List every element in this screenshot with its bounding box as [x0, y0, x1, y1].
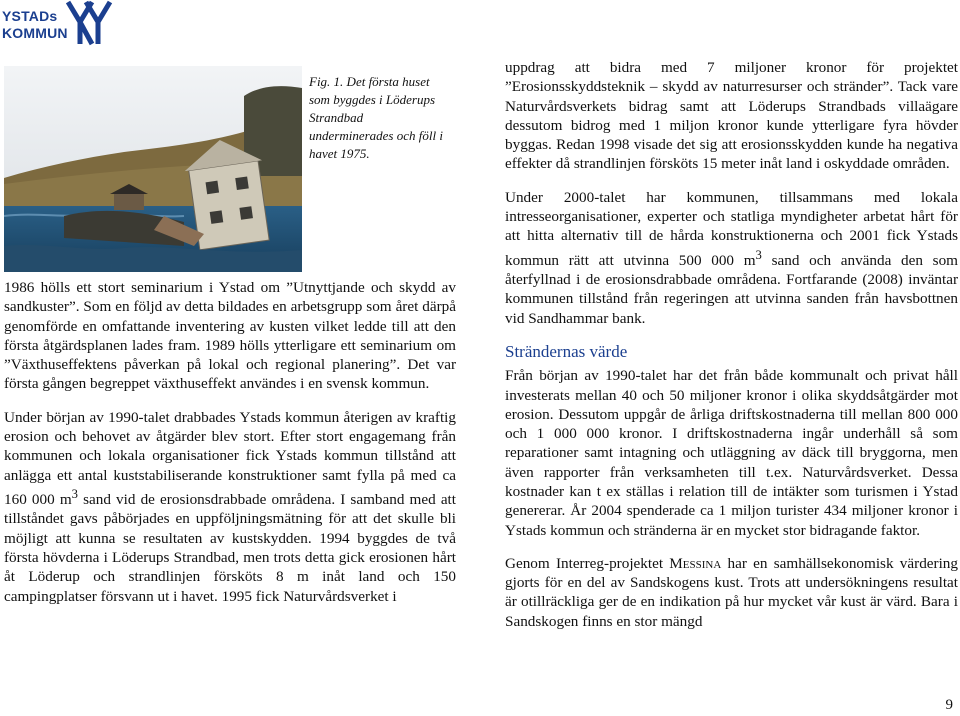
ystad-kommun-logo [2, 0, 114, 48]
left-column [4, 278, 456, 620]
logo-line-2: KOMMUN [2, 25, 68, 41]
paragraph: uppdrag att bidra med 7 miljoner kronor för projektet ”Erosionsskyddsteknik – skydd av naturresurser och stränder”. Tack vare Naturvårdsverkets bidrag samt att Löderups Strandbads villaägare dessutom bidrog med 1 miljon kronor kunde ytterligare fyra hövder byggas. Redan 1998 visade det sig att erosionsskydden kunde ha negativa effekter då strandlinjen försköts 15 meter inåt land i oskyddade områden. [505, 59, 958, 173]
paragraph: Under början av 1990-talet drabbades Ystads kommun återigen av kraftig erosion och behovet av åtgärder blev stort. Efter stort engagemang från kommunen och lokala organisationer fick Ystads kommun tillstånd att anlägga ett antal kuststabiliserande konstruktioner samt fylla på med ca 160 000 $m^3$ sand vid de erosionsdrabbade områdena. I samband med att tillståndet gavs påbörjades en uppföljningsmätning för att det skulle bli möjligt att kunna se resultaten av kustskydden. 1994 byggdes de två första hövderna i Löderups Strandbad, men trots detta gick erosionen hårt åt Löderup och strandlinjen försköts 8 m inåt land och 150 campingplatser försvann ut i havet. 1995 fick Naturvårdsverket i [4, 408, 456, 605]
logo-emblem-icon [66, 0, 114, 46]
page-number: 9 [945, 697, 953, 713]
paragraph: 1986 hölls ett stort seminarium i Ystad om ”Utnyttjande och skydd av sandkuster”. Som en följd av detta bildades en arbetsgrupp som året därpå genomförde en omfattande inventering av kusten vilket ledde till att den första åtgärdsplanen lades fram. 1989 hölls ytterligare ett seminarium om ”Växthuseffektens påverkan på lokal och regional planering”. Det var första gången begreppet växthuseffekt användes i en svensk kommun. [4, 279, 456, 393]
right-column [505, 58, 958, 645]
paragraph: Genom Interreg-projektet Messina har en samhällsekonomisk värdering gjorts för en del av Sandskogens kust. Trots att undersökningens resultat är otillräckliga ger de en indikation på hur mycket vår kust är värd. Bara i Sandskogen finns en stor mängd [505, 554, 958, 630]
logo-line-1: YSTADs [2, 8, 58, 24]
figure-caption: Fig. 1. Det första huset som byggdes i Löderups Strandbad underminerades och föll i havet 1975. [309, 74, 443, 161]
section-heading: Strändernas värde [505, 341, 628, 361]
logo-text [2, 8, 68, 42]
paragraph: Från början av 1990-talet har det från både kommunalt och privat håll investerats mellan 40 och 50 miljoner kronor i olika skyddsåtgärder mot erosion. Dessutom uppgår de årliga driftskostnaderna till mellan 800 000 och 1 000 000 kronor. I driftskostnaderna ingår underhåll så som reparationer samt intagning och utläggning av däck till bryggorna, men även rapporter från verksamheten till t.ex. Naturvårdsverket. Dessa kostnader kan t ex ställas i relation till de intäkter som turismen i Ystad genererar. År 2004 spenderade ca 1 miljon turister 434 miljoner kronor i Ystads kommun och stränderna är en mycket stor bidragande faktor. [505, 367, 958, 539]
paragraph: Under 2000-talet har kommunen, tillsammans med lokala intresseorganisationer, experter och statliga myndigheter arbetat hårt för att hitta alternativ till de hårda konstruktionerna och 2001 fick Ystads kommun rätt att utvinna 500 000 $m^3$ sand och använda den som återfyllnad i de erosionsdrabbade områdena. Fortfarande (2008) inväntar kommunen tillstånd från regeringen att utvinna sanden från havsbottnen vid Sandhammar bank. [505, 188, 958, 327]
figure-photo-collapsed-house [4, 66, 302, 272]
